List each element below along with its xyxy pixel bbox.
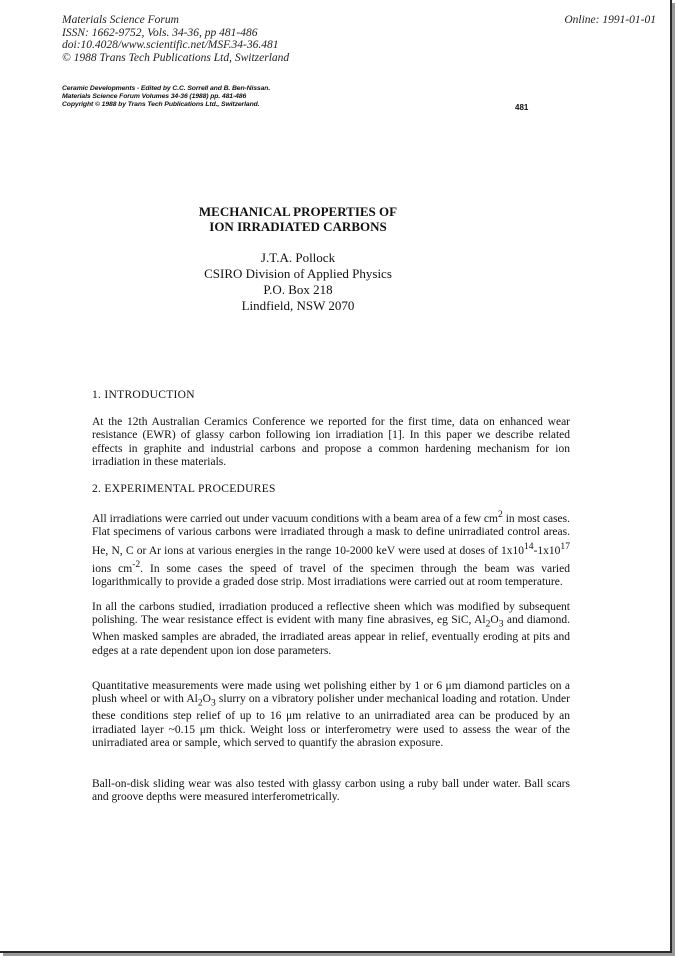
author-name: J.T.A. Pollock (260, 250, 336, 265)
text-run: In all the carbons studied, irradiation produced a reflective sheen which was modified by subsequent polishing. The wear resistance effect is evident with many fine abrasives, eg SiC, Al (92, 601, 570, 627)
text-run: All irradiations were carried out under vacuum conditions with a beam area of a few cm (92, 512, 498, 525)
journal-name: Materials Science Forum (62, 14, 179, 26)
experimental-paragraph-1 (92, 508, 570, 590)
text-run: slurry on a vibratory polisher under mechanical loading and rotation. Under these conditions step relief of up to 16 μm relative to an unirradiated area can be produced by an irradiated layer ~0.15 μm thick. Weight loss or interferometry were used to assess the wear of the unirradiated area or sample, which served to quantify the abrasion exposure. (92, 693, 570, 749)
introduction-paragraph (92, 416, 570, 470)
subscript: 2 (197, 697, 203, 709)
experimental-paragraph-3 (92, 680, 570, 750)
page-number: 481 (515, 103, 529, 112)
title-line-2: ION IRRADIATED CARBONS (209, 219, 387, 234)
text-run: O (490, 614, 499, 627)
text-run: -1x10 (533, 544, 561, 557)
text-run: O (202, 693, 211, 706)
subscript: 2 (485, 618, 491, 630)
paper-title (0, 204, 596, 234)
author-po-box: P.O. Box 218 (263, 282, 333, 297)
superscript: 17 (560, 540, 570, 552)
superscript: -2 (132, 558, 141, 570)
author-affiliation: CSIRO Division of Applied Physics (204, 266, 392, 281)
print-header-line-1: Ceramic Developments - Edited by C.C. Sorrell and B. Ben-Nissan. (62, 85, 271, 92)
title-line-1: MECHANICAL PROPERTIES OF (198, 204, 398, 219)
section-heading-experimental: 2. EXPERIMENTAL PROCEDURES (92, 483, 276, 495)
text-run: . In some cases the speed of travel of the specimen through the beam was varied logarithmically to provide a graded dose strip. Most irradiations were carried out at room temperature. (92, 562, 570, 589)
subscript: 3 (498, 618, 504, 630)
print-header (62, 85, 270, 109)
online-date: Online: 1991-01-01 (564, 14, 656, 26)
text-run: ions cm (92, 562, 133, 575)
experimental-paragraph-4 (92, 778, 570, 805)
introduction-text: At the 12th Australian Ceramics Conference we reported for the first time, data on enhanced wear resistance (EWR) of glassy carbon following ion irradiation [1]. In this paper we describe related effects in graphite and industrial carbons and propose a common hardening mechanism for ion irradiation in these materials. (92, 416, 570, 469)
text-run: Quantitative measurements were made using wet polishing either by 1 or 6 μm diamond particles on a plush wheel or with Al (92, 680, 570, 706)
author-city: Lindfield, NSW 2070 (241, 298, 355, 313)
print-header-line-2: Materials Science Forum Volumes 34-36 (1988) pp. 481-486 (62, 93, 247, 100)
author-block (0, 250, 596, 314)
print-header-line-3: Copyright © 1988 by Trans Tech Publications Ltd., Switzerland. (62, 101, 260, 108)
text-run: Ball-on-disk sliding wear was also tested with glassy carbon using a ruby ball under water. Ball scars and groove depths were measured interferometrically. (92, 778, 570, 804)
superscript: 2 (497, 509, 503, 520)
text-run: in most cases. Flat specimens of various carbons were irradiated through a mask to define unirradiated control areas. He, N, C or Ar ions at various energies in the range 10-2000 keV were used at doses of 1x10 (92, 512, 571, 557)
superscript: 14 (524, 540, 534, 552)
doi-line[interactable]: doi:10.4028/www.scientific.net/MSF.34-36.481 (62, 39, 279, 51)
copyright-line: © 1988 Trans Tech Publications Ltd, Switzerland (62, 51, 290, 64)
subscript: 3 (210, 697, 216, 709)
text-run: and diamond. When masked samples are abraded, the irradiated areas appear in relief, eventually eroding at pits and edges at a rate dependent upon ion dose parameters. (92, 614, 570, 657)
section-heading-introduction: 1. INTRODUCTION (92, 389, 195, 401)
experimental-paragraph-2 (92, 601, 570, 658)
issn-line: ISSN: 1662-9752, Vols. 34-36, pp 481-486 (62, 26, 258, 39)
publication-metadata (62, 14, 289, 64)
